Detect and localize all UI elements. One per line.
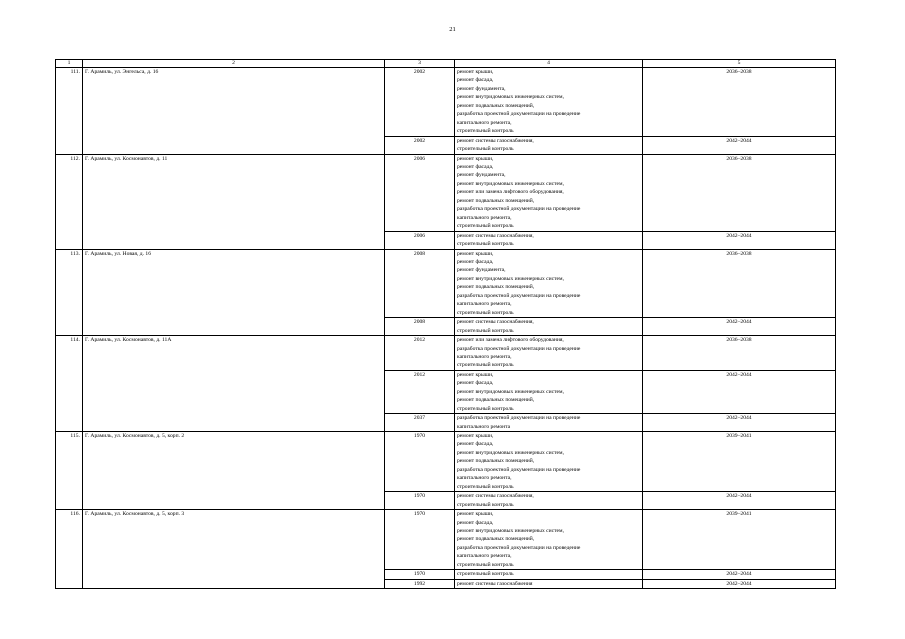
work-item: капитального ремонта [457,423,511,430]
work-item: строительный контроль [457,483,514,490]
works-cell [455,68,643,137]
table-row [56,336,836,371]
work-item: строительный контроль [457,241,514,248]
work-item: ремонт крыши, [457,250,494,257]
address-cell: Г. Арамиль, ул. Энгельса, д. 16 [83,68,385,155]
work-item: строительный контроль [457,405,514,412]
work-item: строительный контроль [457,571,514,578]
planned-period-cell: 2036–2038 [643,249,836,318]
works-cell [455,492,643,510]
work-item: ремонт внутридомовых инженерных систем, [457,180,564,187]
commission-year-cell: 1970 [385,492,455,510]
works-cell [455,570,643,579]
work-item: ремонт подвальных помещений, [457,284,535,291]
commission-year-cell: 2012 [385,336,455,371]
column-number-cell: 2 [83,60,385,68]
table-row [56,154,836,231]
work-item: капитального ремонта, [457,353,512,360]
work-item: капитального ремонта, [457,553,512,560]
address-cell: Г. Арамиль, ул. Космонавтов, д. 11А [83,336,385,432]
commission-year-cell: 2008 [385,318,455,336]
works-cell [455,414,643,432]
work-item: строительный контроль [457,327,514,334]
work-item: капитального ремонта, [457,119,512,126]
work-item: ремонт подвальных помещений, [457,197,535,204]
table-row [56,249,836,318]
work-item: ремонт фасада, [457,441,494,448]
work-item: ремонт подвальных помещений, [457,102,535,109]
table-row [56,432,836,492]
commission-year-cell: 2008 [385,249,455,318]
address-cell: Г. Арамиль, ул. Космонавтов, д. 5, корп. 3 [83,510,385,589]
work-item: ремонт крыши, [457,433,494,440]
entry-number-cell: 112. [56,154,83,249]
work-item: строительный контроль [457,362,514,369]
work-item: строительный контроль [457,146,514,153]
work-item: ремонт системы газоснабжения, [457,137,534,144]
works-cell [455,249,643,318]
work-item: ремонт крыши, [457,511,494,518]
entry-number-cell: 116. [56,510,83,589]
commission-year-cell: 1970 [385,510,455,570]
work-item: ремонт системы газоснабжения, [457,493,534,500]
work-item: ремонт фасада, [457,519,494,526]
work-item: разработка проектной документации на проведение [457,466,581,473]
table-row [56,68,836,137]
works-cell [455,370,643,413]
column-number-cell: 5 [643,60,836,68]
work-item: строительный контроль [457,501,514,508]
works-cell [455,136,643,154]
column-number-cell: 4 [455,60,643,68]
work-item: разработка проектной документации на проведение [457,111,581,118]
planned-period-cell: 2036–2038 [643,154,836,231]
commission-year-cell: 1992 [385,579,455,588]
work-item: ремонт фундамента, [457,172,506,179]
planned-period-cell: 2042–2044 [643,414,836,432]
work-item: ремонт крыши, [457,69,494,75]
works-cell [455,579,643,588]
work-item: ремонт внутридомовых инженерных систем, [457,388,564,395]
planned-period-cell: 2042–2044 [643,231,836,249]
commission-year-cell: 2006 [385,231,455,249]
address-cell: Г. Арамиль, ул. Космонавтов, д. 11 [83,154,385,249]
work-item: ремонт подвальных помещений, [457,536,535,543]
planned-period-cell: 2042–2044 [643,570,836,579]
work-item: капитального ремонта, [457,214,512,221]
work-item: разработка проектной документации на проведение [457,292,581,299]
work-item: разработка проектной документации на проведение [457,544,581,551]
entry-number-cell: 113. [56,249,83,336]
work-item: строительный контроль [457,223,514,230]
address-cell: Г. Арамиль, ул. Новая, д. 16 [83,249,385,336]
planned-period-cell: 2042–2044 [643,492,836,510]
entry-number-cell: 115. [56,432,83,510]
work-item: ремонт системы газоснабжения, [457,319,534,326]
works-cell [455,432,643,492]
work-item: капитального ремонта, [457,301,512,308]
works-cell [455,318,643,336]
work-item: строительный контроль [457,128,514,135]
table-body [56,60,836,589]
work-item: ремонт внутридомовых инженерных систем, [457,528,564,535]
work-item: ремонт внутридомовых инженерных систем, [457,275,564,282]
works-cell [455,231,643,249]
works-cell [455,154,643,231]
commission-year-cell: 1970 [385,570,455,579]
planned-period-cell: 2042–2044 [643,370,836,413]
planned-period-cell: 2039–2041 [643,432,836,492]
column-number-row [56,60,836,68]
repair-schedule-table [55,59,836,589]
planned-period-cell: 2039–2041 [643,510,836,570]
commission-year-cell: 2012 [385,370,455,413]
table-row [56,510,836,570]
planned-period-cell: 2036–2038 [643,336,836,371]
work-item: ремонт системы газоснабжения, [457,232,534,239]
work-item: ремонт фасада, [457,77,494,84]
planned-period-cell: 2042–2044 [643,136,836,154]
entry-number-cell: 114. [56,336,83,432]
work-item: разработка проектной документации на проведение [457,206,581,213]
work-item: капитального ремонта, [457,475,512,482]
work-item: ремонт крыши, [457,155,494,162]
work-item: ремонт фасада, [457,163,494,170]
work-item: ремонт внутридомовых инженерных систем, [457,449,564,456]
work-item: ремонт системы газоснабжения [457,580,533,587]
work-item: ремонт или замена лифтового оборудования, [457,337,564,344]
entry-number-cell: 111. [56,68,83,155]
work-item: ремонт фундамента, [457,267,506,274]
work-item: ремонт или замена лифтового оборудования, [457,189,564,196]
commission-year-cell: 2002 [385,136,455,154]
work-item: ремонт подвальных помещений, [457,397,535,404]
works-cell [455,510,643,570]
planned-period-cell: 2042–2044 [643,579,836,588]
address-cell: Г. Арамиль, ул. Космонавтов, д. 5, корп. 2 [83,432,385,510]
work-item: ремонт фасада, [457,380,494,387]
work-item: ремонт внутридомовых инженерных систем, [457,94,564,101]
work-item: ремонт подвальных помещений, [457,458,535,465]
page-number: 21 [449,26,456,33]
planned-period-cell: 2036–2038 [643,68,836,137]
commission-year-cell: 2037 [385,414,455,432]
work-item: ремонт крыши, [457,371,494,378]
work-item: строительный контроль [457,561,514,568]
work-item: разработка проектной документации на проведение [457,415,581,422]
works-cell [455,336,643,371]
commission-year-cell: 2002 [385,68,455,137]
work-item: ремонт фасада, [457,258,494,265]
work-item: ремонт фундамента, [457,85,506,92]
column-number-cell: 1 [56,60,83,68]
planned-period-cell: 2042–2044 [643,318,836,336]
work-item: разработка проектной документации на проведение [457,345,581,352]
work-item: строительный контроль [457,309,514,316]
column-number-cell: 3 [385,60,455,68]
commission-year-cell: 1970 [385,432,455,492]
commission-year-cell: 2006 [385,154,455,231]
